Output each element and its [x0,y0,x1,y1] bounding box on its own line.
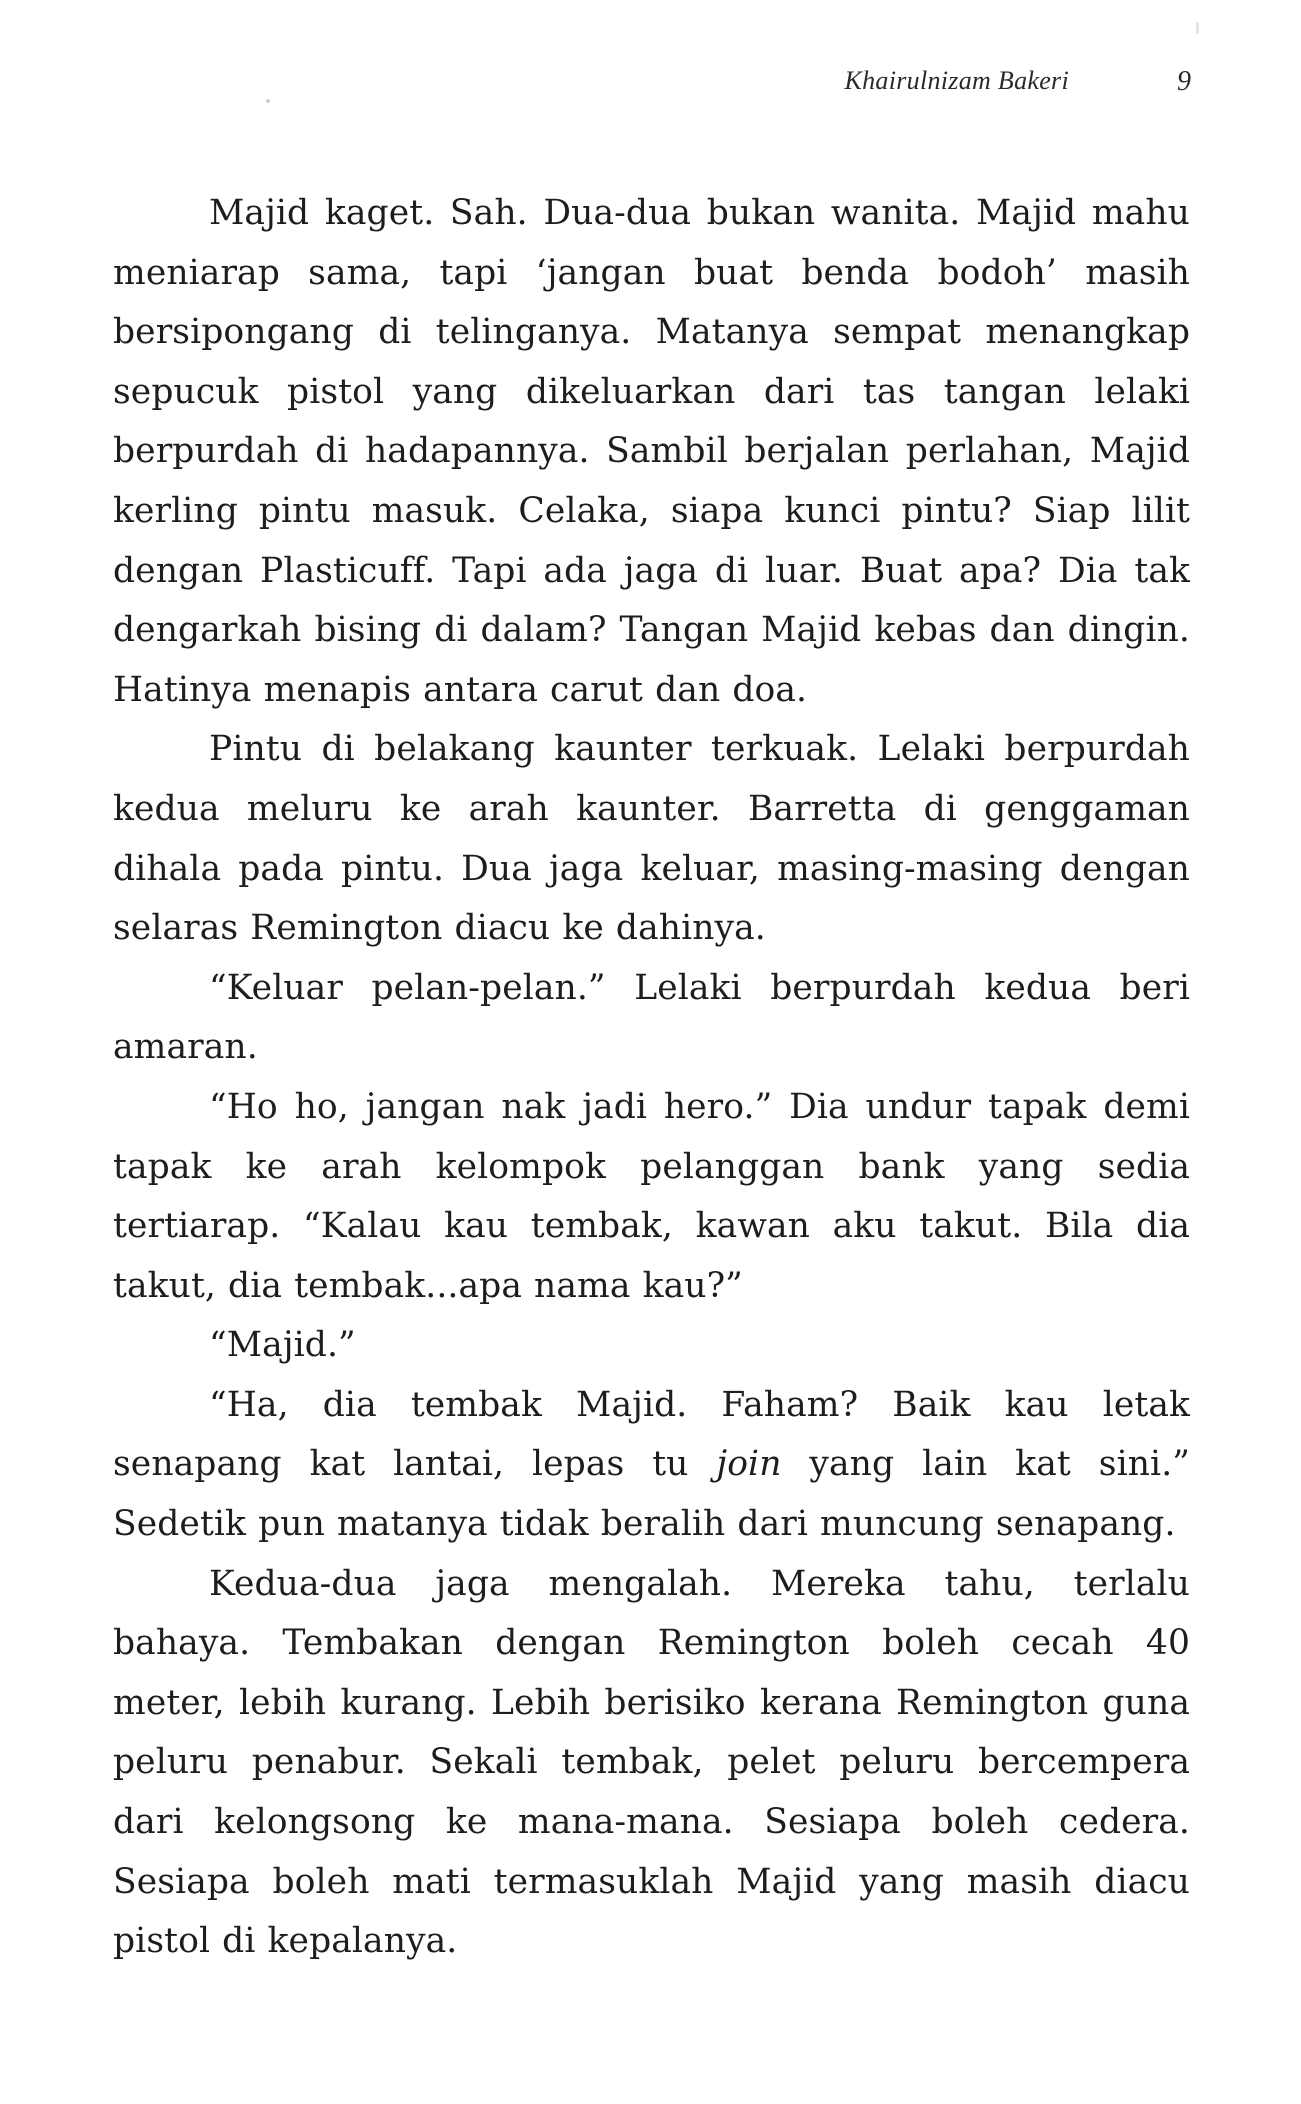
paragraph: Pintu di belakang kaunter terkuak. Lelaki berpurdah kedua meluru ke arah kaunter. Barretta di genggaman dihala pada pintu. Dua jaga keluar, masing-masing dengan selaras Remington diacu ke dahinya. [113,729,1190,949]
paragraph: “Ho ho, jangan nak jadi hero.” Dia undur tapak demi tapak ke arah kelompok pelanggan bank yang sedia tertiarap. “Kalau kau tembak, kawan aku takut. Bila dia takut, dia tembak...apa nama kau?” [113,1086,1190,1306]
body-text [113,184,1190,1972]
paragraph: Kedua-dua jaga mengalah. Mereka tahu, terlalu bahaya. Tembakan dengan Remington boleh cecah 40 meter, lebih kurang. Lebih berisiko kerana Remington guna peluru penabur. Sekali tembak, pelet peluru bercempera dari kelongsong ke mana-mana. Sesiapa boleh cedera. Sesiapa boleh mati termasuklah Majid yang masih diacu pistol di kepalanya. [113,1563,1190,1962]
scan-speck [1196,22,1199,34]
page-number: 9 [1177,66,1191,97]
paragraph: “Keluar pelan-pelan.” Lelaki berpurdah kedua beri amaran. [113,967,1190,1068]
paragraph: Majid kaget. Sah. Dua-dua bukan wanita. Majid mahu meniarap sama, tapi ‘jangan buat benda bodoh’ masih bersipongang di telinganya. Matanya sempat menangkap sepucuk pistol yang dikeluarkan dari tas tangan lelaki berpurdah di hadapannya. Sambil berjalan perlahan, Majid kerling pintu masuk. Celaka, siapa kunci pintu? Siap lilit dengan Plasticuff. Tapi ada jaga di luar. Buat apa? Dia tak dengarkah bising di dalam? Tangan Majid kebas dan dingin. Hatinya menapis antara carut dan doa. [113,193,1190,710]
paragraph [113,1376,1190,1555]
paragraph-text: yang lain kat sini.” Sedetik pun matanya tidak beralih dari muncung senapang. [113,1444,1190,1545]
paragraph-text: “Ha, dia tembak Majid. Faham? Baik kau letak senapang kat lantai, lepas tu [113,1384,1190,1485]
running-head-author: Khairulnizam Bakeri [844,66,1069,95]
italic-word: join [716,1444,782,1485]
paragraph: “Majid.” [209,1325,356,1366]
running-head [0,66,1301,106]
